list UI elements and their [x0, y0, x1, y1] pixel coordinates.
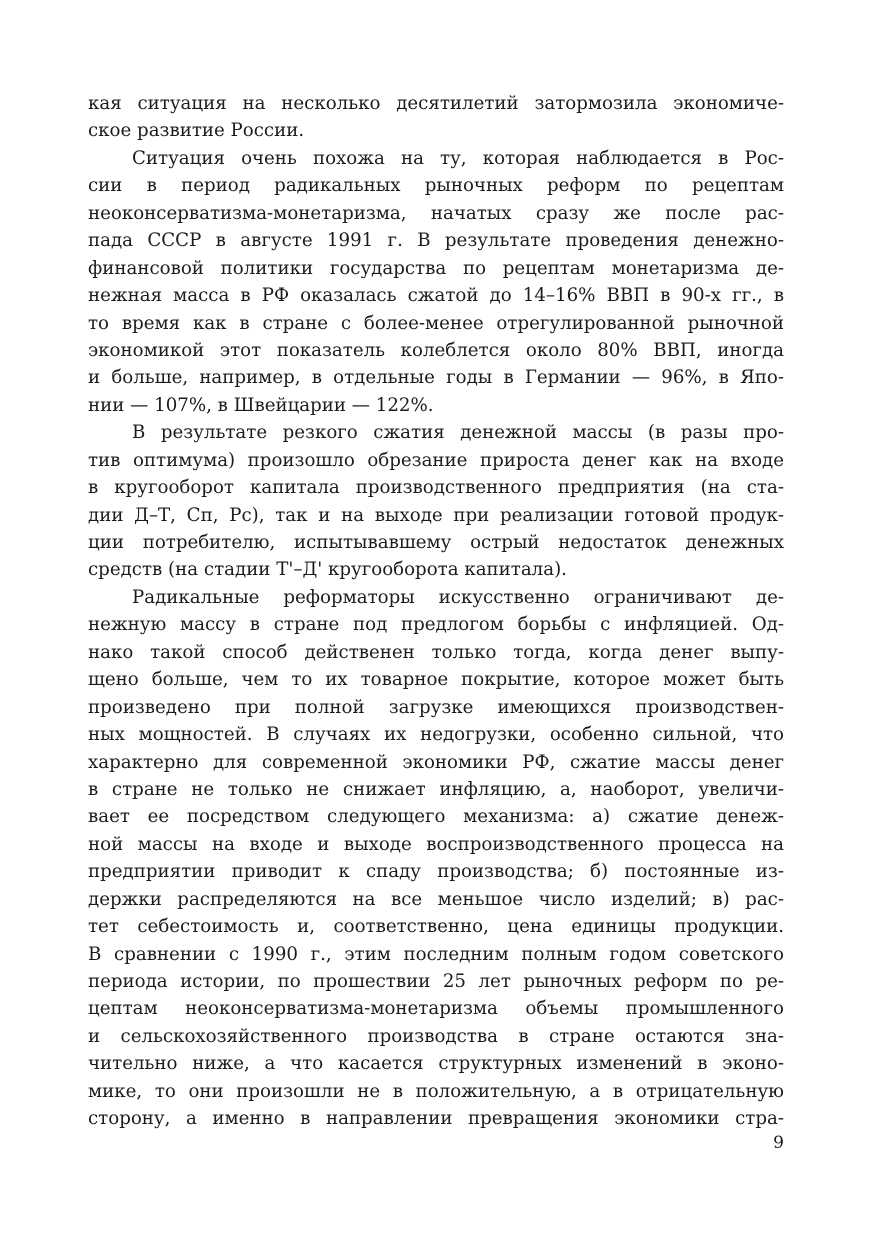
- text-line: цептам неоконсерватизма-монетаризма объемы промышленного: [88, 998, 784, 1020]
- text-line: мике, то они произошли не в положительную, а в отрицательную: [88, 1080, 784, 1102]
- text-line: нако такой способ действенен только тогда, когда денег выпу-: [88, 641, 784, 663]
- text-line: В сравнении с 1990 г., этим последним полным годом советского: [88, 943, 784, 965]
- text-line: сии в период радикальных рыночных реформ по рецептам: [88, 175, 784, 197]
- text-line: в стране не только не снижает инфляцию, а, наоборот, увеличи-: [88, 778, 784, 800]
- text-line: и сельскохозяйственного производства в стране остаются зна-: [88, 1025, 784, 1047]
- text-line: произведено при полной загрузке имеющихся производствен-: [88, 696, 784, 718]
- text-line: экономикой этот показатель колеблется около 80% ВВП, иногда: [88, 339, 784, 361]
- text-line: средств (на стадии Т'–Д' кругооборота капитала).: [88, 559, 567, 581]
- text-line: и больше, например, в отдельные годы в Германии — 96%, в Япо-: [88, 367, 784, 389]
- text-line: финансовой политики государства по рецептам монетаризма де-: [88, 257, 784, 279]
- paragraph-first-line: Радикальные реформаторы искусственно ограничивают де-: [132, 586, 784, 608]
- text-line: дии Д–Т, Сп, Рс), так и на выходе при реализации готовой продук-: [88, 504, 784, 526]
- body-text: [88, 90, 784, 1133]
- paragraph-first-line: В результате резкого сжатия денежной массы (в разы про-: [132, 422, 784, 444]
- text-line: ной массы на входе и выходе воспроизводственного процесса на: [88, 833, 784, 855]
- text-line: в кругооборот капитала производственного предприятия (на ста-: [88, 477, 784, 499]
- text-line: характерно для современной экономики РФ, сжатие массы денег: [88, 751, 784, 773]
- text-line: нии — 107%, в Швейцарии — 122%.: [88, 394, 434, 416]
- text-line: кая ситуация на несколько десятилетий затормозила экономиче-: [88, 93, 784, 114]
- text-line: предприятии приводит к спаду производства; б) постоянные из-: [88, 861, 784, 883]
- text-line: нежная масса в РФ оказалась сжатой до 14–16% ВВП в 90-х гг., в: [88, 285, 784, 307]
- text-line: держки распределяются на все меньшое число изделий; в) рас-: [88, 888, 784, 910]
- text-line: то время как в стране с более-менее отрегулированной рыночной: [88, 312, 784, 334]
- text-line: нежную массу в стране под предлогом борьбы с инфляцией. Од-: [88, 614, 784, 636]
- text-line: пада СССР в августе 1991 г. В результате проведения денежно-: [88, 230, 784, 252]
- text-line: ных мощностей. В случаях их недогрузки, особенно сильной, что: [88, 724, 784, 746]
- text-line: сторону, а именно в направлении превращения экономики стра-: [88, 1108, 784, 1130]
- page-number: 9: [773, 1133, 784, 1153]
- text-line: тив оптимума) произошло обрезание прироста денег как на входе: [88, 449, 784, 471]
- text-line: щено больше, чем то их товарное покрытие, которое может быть: [88, 669, 784, 691]
- text-line: ское развитие России.: [88, 120, 305, 142]
- text-line: неоконсерватизма-монетаризма, начатых сразу же после рас-: [88, 202, 784, 224]
- text-line: периода истории, по прошествии 25 лет рыночных реформ по ре-: [88, 971, 784, 992]
- paragraph-first-line: Ситуация очень похожа на ту, которая наблюдается в Рос-: [132, 147, 784, 169]
- text-line: ции потребителю, испытывавшему острый недостаток денежных: [88, 532, 784, 553]
- text-line: вает ее посредством следующего механизма: а) сжатие денеж-: [88, 806, 784, 828]
- text-line: чительно ниже, а что касается структурных изменений в эконо-: [88, 1053, 784, 1075]
- text-line: тет себестоимость и, соответственно, цена единицы продукции.: [88, 916, 784, 938]
